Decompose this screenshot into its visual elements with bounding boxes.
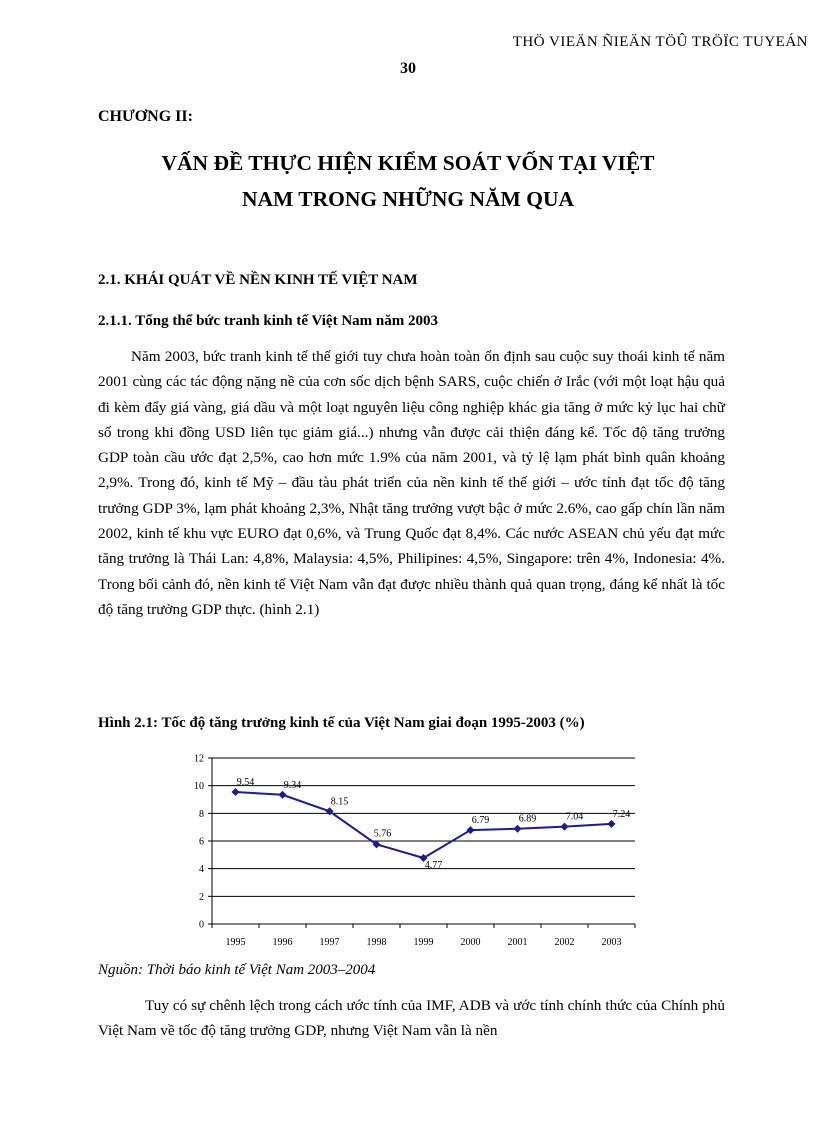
gdp-growth-chart <box>170 746 650 956</box>
x-tick-label: 1997 <box>319 937 340 948</box>
y-tick-label: 4 <box>199 864 204 876</box>
subsection-heading: 2.1.1. Tổng thể bức tranh kinh tế Việt Nam năm 2003 <box>98 313 438 329</box>
data-label-2001: 6.89 <box>518 813 537 825</box>
y-tick-label: 10 <box>194 781 204 793</box>
data-label-2000: 6.79 <box>471 815 490 827</box>
data-point-2003 <box>608 820 616 828</box>
data-label-1996: 9.34 <box>283 779 302 791</box>
y-tick-label: 0 <box>199 919 204 931</box>
x-tick-label: 1996 <box>272 937 293 948</box>
data-label-1995: 9.54 <box>236 777 255 789</box>
y-tick-label: 8 <box>199 808 204 820</box>
x-tick-label: 2002 <box>554 937 575 948</box>
data-point-1996 <box>279 791 287 799</box>
series-line <box>236 792 612 858</box>
data-label-2003: 7.24 <box>612 808 631 820</box>
x-tick-label: 1998 <box>366 937 387 948</box>
source-note: Nguồn: Thời báo kinh tế Việt Nam 2003–2004 <box>98 962 376 978</box>
data-point-2002 <box>561 823 569 831</box>
data-label-2002: 7.04 <box>565 811 584 823</box>
data-point-2001 <box>514 825 522 833</box>
page-number: 30 <box>400 60 416 77</box>
y-tick-label: 2 <box>199 891 204 903</box>
x-tick-label: 1995 <box>225 937 246 948</box>
chapter-title-line-2: NAM TRONG NHỮNG NĂM QUA <box>241 187 575 211</box>
chapter-label: CHƯƠNG II: <box>98 108 193 125</box>
data-label-1998: 5.76 <box>373 828 392 840</box>
x-tick-label: 2003 <box>601 937 622 948</box>
data-label-1999: 4.77 <box>424 860 443 872</box>
body-paragraph-1: Năm 2003, bức tranh kinh tế thế giới tuy chưa hoàn toàn ổn định sau cuộc suy thoái kinh tế năm 2001 cùng các tác động nặng nề của cơn sốc dịch bệnh SARS, cuộc chiến ở Irắc (với một loạt hậu quả đi kèm đẩy giá vàng, giá dầu và một loạt nguyên liệu công nghiệp khác gia tăng ở mức kỷ lục hai chữ số trong khi đồng USD liên tục giảm giá...) nhưng vẫn được cải thiện đáng kể. Tốc độ tăng trưởng GDP toàn cầu ước đạt 2,5%, cao hơn mức 1.9% của năm 2001, và tỷ lệ lạm phát bình quân khoảng 2,9%. Trong đó, kinh tế Mỹ – đầu tàu phát triển của nền kinh tế thế giới – ước tính đạt tốc độ tăng trưởng GDP 3%, lạm phát khoảng 2,3%, Nhật tăng trưởng vượt bậc ở mức 2.6%, cao gấp chín lần năm 2002, kinh tế khu vực EURO đạt 0,6%, và Trung Quốc đạt 8,4%. Các nước ASEAN chủ yếu đạt mức tăng trưởng là Thái Lan: 4,8%, Malaysia: 4,5%, Philipines: 4,5%, Singapore: trên 4%, Indonesia: 4%. Trong bối cảnh đó, nền kinh tế Việt Nam vẫn đạt được nhiều thành quả quan trọng, đáng kể nhất là tốc độ tăng trưởng GDP thực. (hình 2.1) <box>98 348 725 618</box>
x-tick-label: 2000 <box>460 937 481 948</box>
data-point-1995 <box>232 788 240 796</box>
x-tick-label: 1999 <box>413 937 434 948</box>
chapter-title-line-1: VẤN ĐỀ THỰC HIỆN KIỂM SOÁT VỐN TẠI VIỆT <box>161 151 655 175</box>
chapter-title <box>80 145 736 217</box>
figure-caption: Hình 2.1: Tốc độ tăng trưởng kinh tế của Việt Nam giai đoạn 1995-2003 (%) <box>98 715 585 731</box>
y-tick-label: 12 <box>194 753 204 765</box>
body-paragraph-2: Tuy có sự chênh lệch trong cách ước tính của IMF, ADB và ước tính chính thức của Chính phủ Việt Nam về tốc độ tăng trưởng GDP, nhưng Việt Nam vẫn là nền <box>98 997 725 1040</box>
data-label-1997: 8.15 <box>330 796 349 808</box>
x-tick-label: 2001 <box>507 937 528 948</box>
library-header: THÖ VIEÄN ÑIEÄN TÖÛ TRÖÏC TUYEÁN <box>512 34 808 50</box>
y-tick-label: 6 <box>199 836 204 848</box>
section-heading: 2.1. KHÁI QUÁT VỀ NỀN KINH TẾ VIỆT NAM <box>98 272 418 288</box>
